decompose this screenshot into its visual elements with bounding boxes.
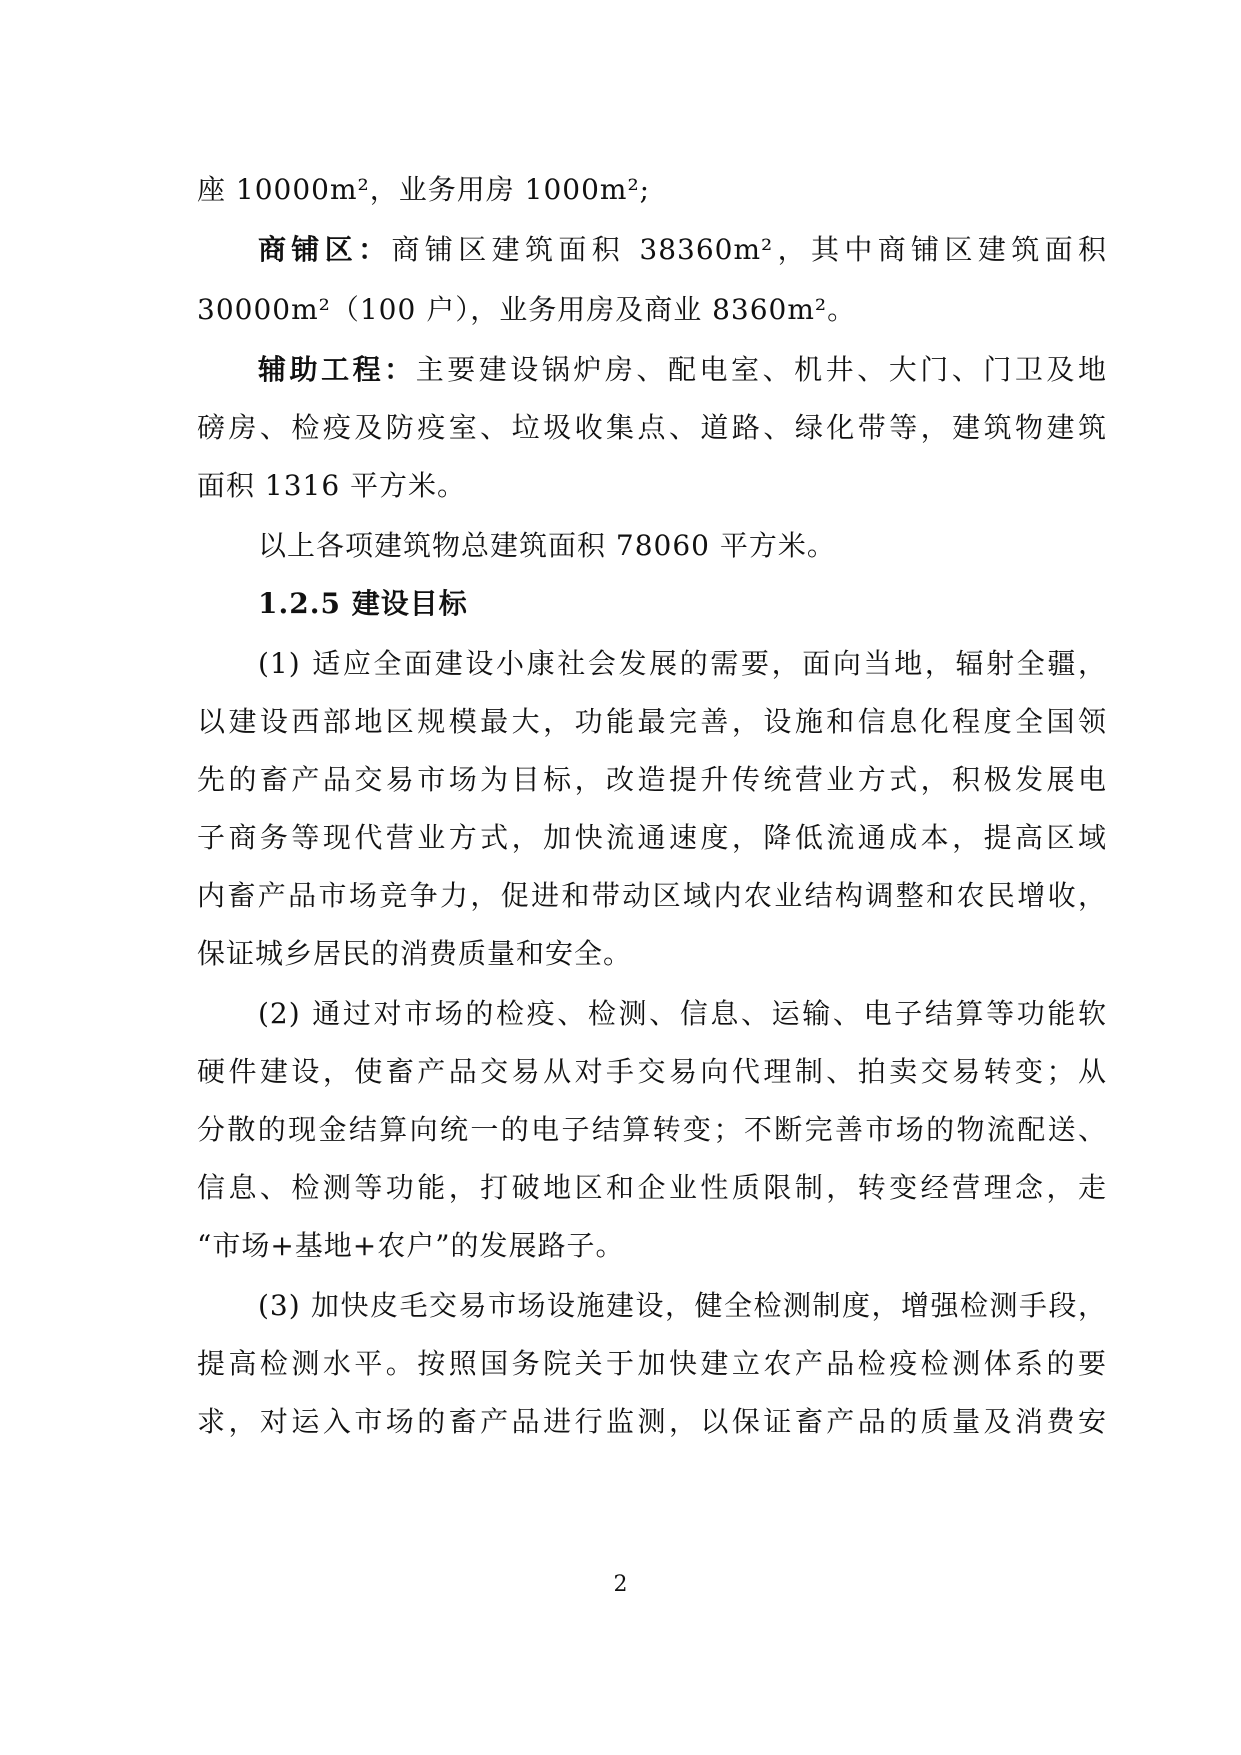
text-line-12: 子商务等现代营业方式，加快流通速度，降低流通成本，提高区域 (197, 821, 1107, 854)
text-line-16: 硬件建设，使畜产品交易从对手交易向代理制、拍卖交易转变；从 (197, 1055, 1107, 1088)
text-line-21: 提高检测水平。按照国务院关于加快建立农产品检疫检测体系的要 (197, 1347, 1107, 1380)
text-line-3: 30000m²（100 户），业务用房及商业 8360m²。 (197, 293, 857, 326)
shop-zone-line (258, 230, 1107, 270)
text-line-11: 先的畜产品交易市场为目标，改造提升传统营业方式，积极发展电 (197, 763, 1107, 796)
page-number: 2 (613, 1572, 628, 1597)
aux-project-line (258, 350, 1107, 390)
text-line-9: (1) 适应全面建设小康社会发展的需要，面向当地，辐射全疆， (258, 647, 1107, 680)
text-line-19: “市场+基地+农户”的发展路子。 (197, 1229, 625, 1262)
text-line-13: 内畜产品市场竞争力，促进和带动区域内农业结构调整和农民增收， (197, 879, 1107, 912)
text-line-17: 分散的现金结算向统一的电子结算转变；不断完善市场的物流配送、 (197, 1113, 1107, 1146)
text-line-6: 面积 1316 平方米。 (197, 469, 467, 502)
text-line-5: 磅房、检疫及防疫室、垃圾收集点、道路、绿化带等，建筑物建筑 (197, 411, 1107, 444)
aux-project-text: 主要建设锅炉房、配电室、机井、大门、门卫及地 (415, 353, 1107, 386)
text-line-15: (2) 通过对市场的检疫、检测、信息、运输、电子结算等功能软 (258, 997, 1107, 1030)
shop-zone-text: 商铺区建筑面积 38360m²，其中商铺区建筑面积 (391, 233, 1107, 266)
aux-project-label: 辅助工程： (258, 353, 416, 386)
text-line-22: 求，对运入市场的畜产品进行监测，以保证畜产品的质量及消费安 (197, 1405, 1107, 1438)
text-line-18: 信息、检测等功能，打破地区和企业性质限制，转变经营理念，走 (197, 1171, 1107, 1204)
text-line-14: 保证城乡居民的消费质量和安全。 (197, 937, 633, 970)
text-line-7: 以上各项建筑物总建筑面积 78060 平方米。 (258, 529, 836, 562)
text-line-10: 以建设西部地区规模最大，功能最完善，设施和信息化程度全国领 (197, 705, 1107, 738)
text-line-20: (3) 加快皮毛交易市场设施建设，健全检测制度，增强检测手段， (258, 1289, 1107, 1322)
shop-zone-label: 商铺区： (258, 233, 392, 266)
text-line-1: 座 10000m²，业务用房 1000m²; (197, 173, 651, 206)
section-heading: 1.2.5 建设目标 (258, 587, 468, 620)
